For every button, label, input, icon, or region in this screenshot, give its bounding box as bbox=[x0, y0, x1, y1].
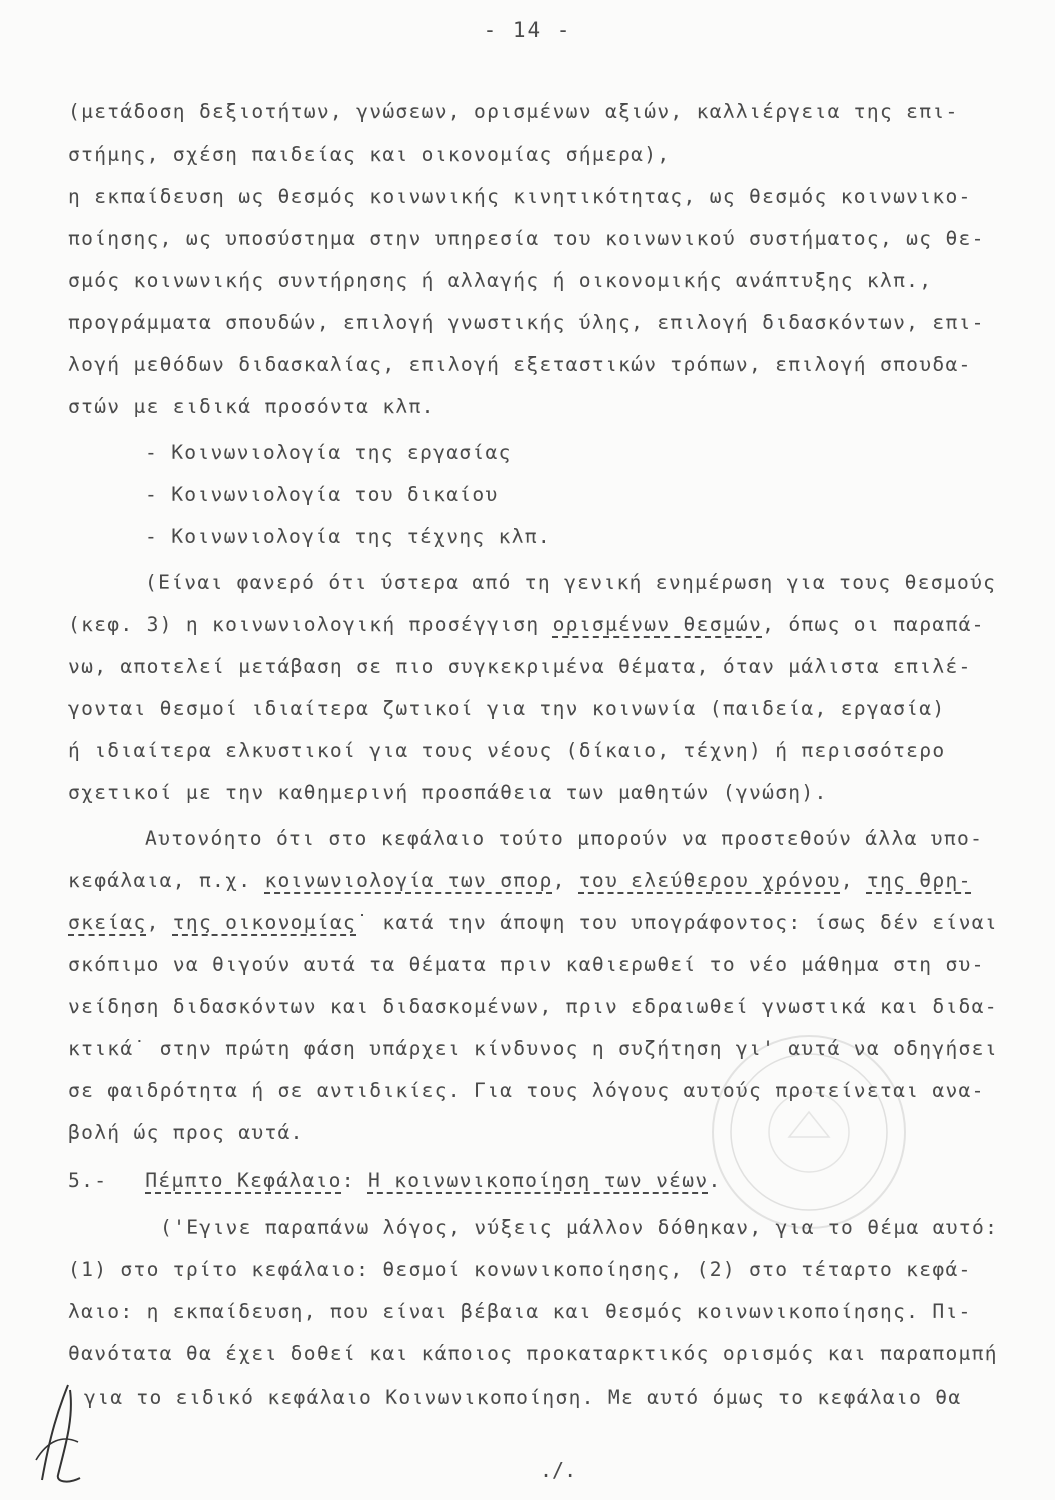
list-item: - Κοινωνιολογία της τέχνης κλπ. bbox=[145, 525, 551, 548]
text-line: ποίησης, ως υποσύστημα στην υπηρεσία του κοινωνικού συστήματος, ως θε- bbox=[68, 227, 985, 250]
text-segment: . bbox=[708, 1169, 722, 1192]
text-line: σκόπιμο να θιγούν αυτά τα θέματα πριν καθιερωθεί το νέο μάθημα στη συ- bbox=[68, 953, 985, 976]
underlined-phrase: σκείας bbox=[68, 911, 147, 934]
text-line: σε φαιδρότητα ή σε αντιδικίες. Για τους λόγους αυτούς προτείνεται ανα- bbox=[68, 1079, 985, 1102]
underlined-phrase: της θρη- bbox=[866, 869, 972, 892]
text-line: Αυτονόητο ότι στο κεφάλαιο τούτο μπορούν να προστεθούν άλλα υπο- bbox=[145, 827, 984, 850]
underlined-phrase: ορισμένων θεσμών bbox=[552, 613, 763, 636]
text-line: σχετικοί με την καθημερινή προσπάθεια των μαθητών (γνώση). bbox=[68, 781, 828, 804]
text-line bbox=[68, 869, 972, 892]
underlined-phrase: κοινωνιολογία των σπορ bbox=[264, 869, 553, 892]
text-line: λαιο: η εκπαίδευση, που είναι βέβαια και θεσμός κοινωνικοποίησης. Πι- bbox=[68, 1300, 972, 1323]
text-line: ή ιδιαίτερα ελκυστικοί για τους νέους (δίκαιο, τέχνη) ή περισσότερο bbox=[68, 739, 946, 762]
page-number: - 14 - bbox=[483, 18, 572, 42]
text-segment: (κεφ. 3) η κοινωνιολογική προσέγγιση bbox=[68, 613, 553, 636]
text-line: (1) στο τρίτο κεφάλαιο: θεσμοί κονωνικοποίησης, (2) στο τέταρτο κεφά- bbox=[68, 1258, 972, 1281]
continuation-mark: ./. bbox=[540, 1458, 577, 1482]
text-segment: , όπως οι παραπά- bbox=[762, 613, 985, 636]
text-line: σμός κοινωνικής συντήρησης ή αλλαγής ή οικονομικής ανάπτυξης κλπ., bbox=[68, 269, 933, 292]
text-line: προγράμματα σπουδών, επιλογή γνωστικής ύλης, επιλογή διδασκόντων, επι- bbox=[68, 311, 985, 334]
text-segment: , bbox=[552, 869, 579, 892]
text-line: στών με ειδικά προσόντα κλπ. bbox=[68, 395, 435, 418]
text-segment: : bbox=[341, 1169, 368, 1192]
text-line: κτικά˙ στην πρώτη φάση υπάρχει κίνδυνος η συζήτηση γι' αυτά να οδηγήσει bbox=[68, 1037, 998, 1060]
text-line: στήμης, σχέση παιδείας και οικονομίας σήμερα), bbox=[68, 143, 671, 166]
text-line: για το ειδικό κεφάλαιο Κοινωνικοποίηση. Με αυτό όμως το κεφάλαιο θα bbox=[84, 1386, 962, 1409]
section-title: Η κοινωνικοποίηση των νέων bbox=[367, 1169, 709, 1192]
text-segment: , bbox=[840, 869, 867, 892]
text-line: θανότατα θα έχει δοθεί και κάποιος προκαταρκτικός ορισμός και παραπομπή bbox=[68, 1342, 998, 1365]
list-item: - Κοινωνιολογία του δικαίου bbox=[145, 483, 499, 506]
text-line bbox=[68, 911, 998, 934]
text-line: γονται θεσμοί ιδιαίτερα ζωτικοί για την κοινωνία (παιδεία, εργασία) bbox=[68, 697, 946, 720]
text-segment: κεφάλαια, π.χ. bbox=[68, 869, 265, 892]
text-line bbox=[68, 613, 985, 636]
section-label: Πέμπτο Κεφάλαιο bbox=[145, 1169, 342, 1192]
text-segment: ˙ κατά την άποψη του υπογράφοντος: ίσως δέν είναι bbox=[356, 911, 998, 934]
section-number: 5.- bbox=[68, 1169, 108, 1192]
handwritten-signature-icon bbox=[28, 1380, 88, 1490]
text-line: (μετάδοση δεξιοτήτων, γνώσεων, ορισμένων αξιών, καλλιέργεια της επι- bbox=[68, 100, 959, 123]
text-line: λογή μεθόδων διδασκαλίας, επιλογή εξεταστικών τρόπων, επιλογή σπουδα- bbox=[68, 353, 972, 376]
round-stamp-icon bbox=[712, 1035, 906, 1229]
text-line: νείδηση διδασκόντων και διδασκομένων, πριν εδραιωθεί γνωστικά και διδα- bbox=[68, 995, 998, 1018]
list-item: - Κοινωνιολογία της εργασίας bbox=[145, 441, 512, 464]
underlined-phrase: της οικονομίας bbox=[172, 911, 357, 934]
text-line: βολή ώς προς αυτά. bbox=[68, 1121, 304, 1144]
text-segment: , bbox=[146, 911, 173, 934]
text-line: νω, αποτελεί μετάβαση σε πιο συγκεκριμένα θέματα, όταν μάλιστα επιλέ- bbox=[68, 655, 972, 678]
text-line: η εκπαίδευση ως θεσμός κοινωνικής κινητικότητας, ως θεσμός κοινωνικο- bbox=[68, 185, 972, 208]
underlined-phrase: του ελεύθερου χρόνου bbox=[578, 869, 841, 892]
section-heading bbox=[68, 1169, 722, 1192]
text-line: (Είναι φανερό ότι ύστερα από τη γενική ενημέρωση για τους θεσμούς bbox=[145, 571, 997, 594]
text-line: ('Εγινε παραπάνω λόγος, νύξεις μάλλον δόθηκαν, για το θέμα αυτό: bbox=[160, 1216, 999, 1239]
